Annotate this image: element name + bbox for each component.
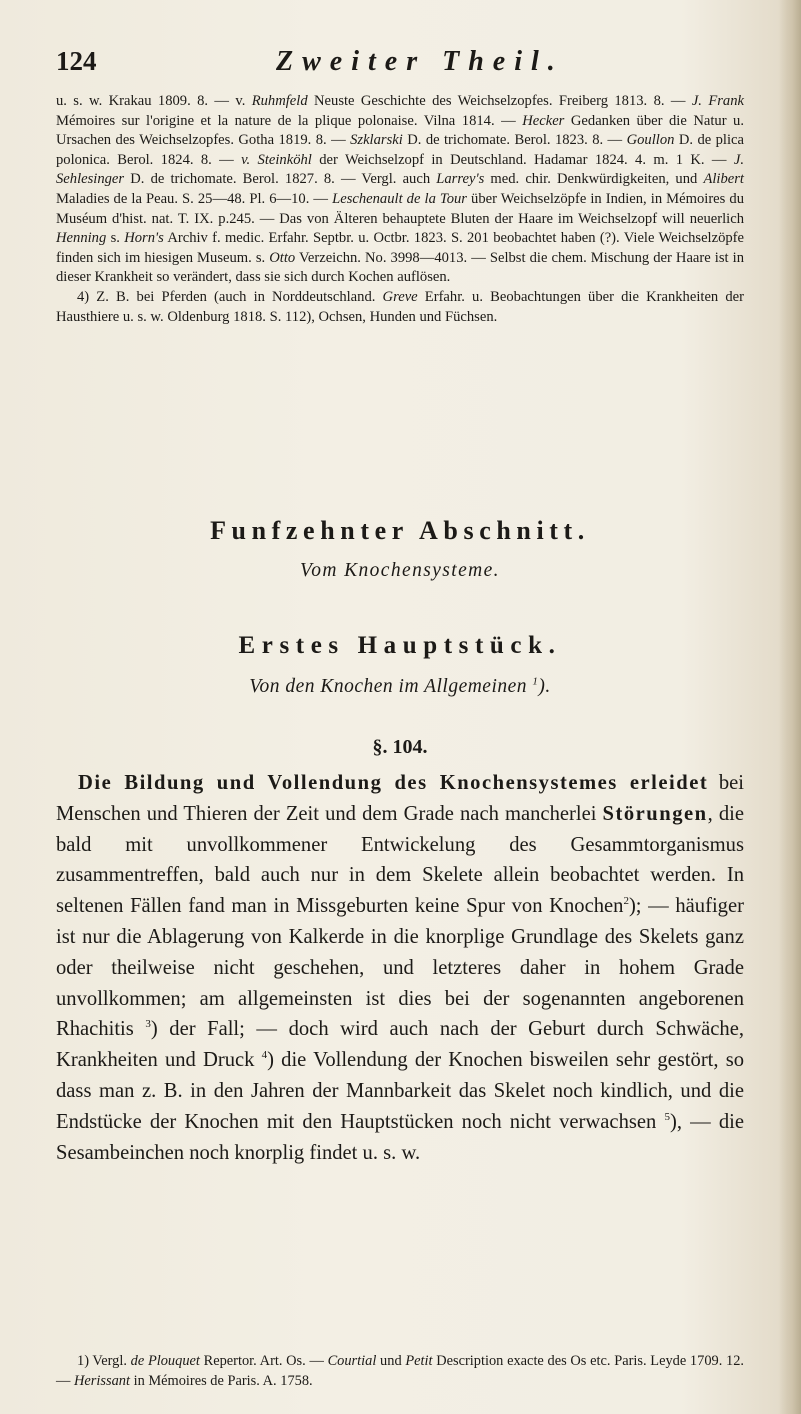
footnote-ref-5: 5: [664, 1110, 670, 1123]
footnote-4: 4) Z. B. bei Pferden (auch in Norddeutschland. Greve Erfahr. u. Beobachtungen über die Krankheiten der Hausthiere u. s. w. Oldenburg 1818. S. 112), Ochsen, Hunden und Füchsen.: [56, 288, 744, 325]
footnote-ref-4: 4: [261, 1049, 268, 1062]
continued-footnotes: [56, 92, 744, 327]
section-title: Funfzehnter Abschnitt.: [210, 516, 590, 545]
footnote-continued-3: u. s. w. Krakau 1809. 8. — v. Ruhmfeld Neuste Geschichte des Weichselzopfes. Freiberg 1813. 8. — J. Frank Mémoires sur l'origine et la nature de la plique polonaise. Vilna 1814. — Hecker Gedanken über die Natur u. Ursachen des Weichselzopfes. Gotha 1819. 8. — Szklarski D. de trichomate. Berol. 1823. 8. — Goullon D. de plica polonica. Berol. 1824. 8. — v. Steinköhl der Weichselzopf in Deutschland. Hadamar 1824. 4. m. 1 K. — J. Sehlesinger D. de trichomate. Berol. 1827. 8. — Vergl. auch Larrey's med. chir. Denkwürdigkeiten, und Alibert Maladies de la Peau. S. 25—48. Pl. 6—10. — Leschenault de la Tour über Weichselzöpfe in Indien, in Mémoires du Muséum d'hist. nat. T. IX. p.245. — Das von Älteren behauptete Bluten der Haare im Weichselzopf will neuerlich Henning s. Horn's Archiv f. medic. Erfahr. Septbr. u. Octbr. 1823. S. 201 beobachtet haben (?). Viele Weichselzöpfe finden sich im hiesigen Museum. s. Otto Verzeichn. No. 3998—4013. — Selbst die chem. Mischung der Haare ist in dieser Krankheit so verändert, dass sie sich durch Kochen auflösen.: [56, 93, 745, 286]
page-number: 124: [56, 46, 97, 76]
chapter-title: Erstes Hauptstück.: [238, 632, 562, 659]
page-edge-shadow: [779, 0, 801, 1414]
footnote-ref-1: 1: [532, 675, 539, 688]
section-subtitle: Vom Knochensysteme.: [300, 560, 500, 581]
paragraph-lead: Die Bildung und Vollendung des Knochensystemes erleidet: [78, 772, 709, 794]
footnote-1: 1) Vergl. de Plouquet Repertor. Art. Os. — Courtial und Petit Description exacte des Os etc. Paris. Leyde 1709. 12. — Herissant in Mémoires de Paris. A. 1758.: [56, 1353, 745, 1389]
footnote-ref-2: 2: [623, 895, 629, 908]
footnote-ref-3: 3: [145, 1018, 151, 1031]
paragraph-number: §. 104.: [372, 736, 428, 758]
main-paragraph: Die Bildung und Vollendung des Knochensystemes erleidet bei Menschen und Thieren der Zeit und dem Grade nach mancherlei Störungen, die bald mit unvollkommener Entwickelung des Gesammtorganismus zusammentreffen, bald auch nur in dem Skelete allein beobachtet werden. In seltenen Fällen fand man in Missgeburten keine Spur von Knochen$^2$); — häufiger ist nur die Ablagerung von Kalkerde in die knorplige Grundlage des Skelets ganz oder theilweise nicht geschehen, und letzteres daher in hohem Grade unvollkommen; am allgemeinsten ist dies bei der sogenannten angeborenen Rhachitis $^3$) der Fall; — doch wird auch nach der Geburt durch Schwäche, Krankheiten und Druck $^4$) die Vollendung der Knochen bisweilen sehr gestört, so dass man z. B. in den Jahren der Mannbarkeit das Skelet noch kindlich, und die Endstücke der Knochen mit den Hauptstücken noch nicht verwachsen $^5$), — die Sesambeinchen noch knorplig findet u. s. w.: [56, 772, 745, 1164]
running-title: Zweiter Theil.: [276, 46, 564, 77]
chapter-subtitle: Von den Knochen im Allgemeinen $^1$).: [249, 675, 551, 697]
page-header: [56, 46, 736, 86]
emphasis-stoerungen: Störungen: [602, 802, 708, 825]
